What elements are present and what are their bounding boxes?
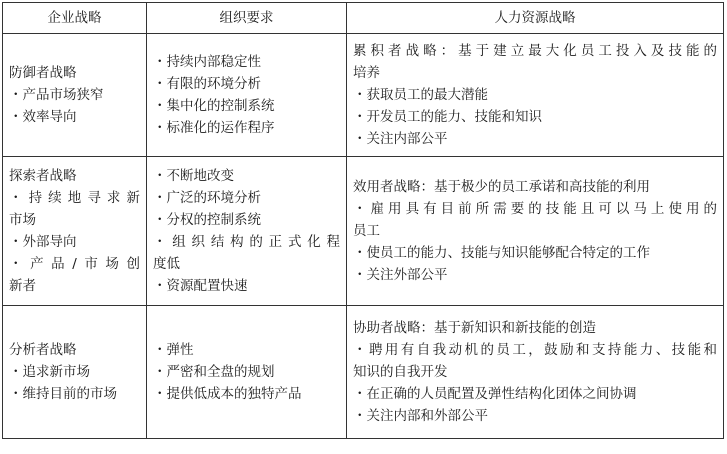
org-requirements-cell <box>147 34 347 157</box>
org-item: ・ 有限的环境分析 <box>153 73 340 95</box>
document-page <box>2 2 723 439</box>
hr-title: 协助者战略：基于新知识和新技能的创造 <box>353 320 596 336</box>
hr-item: ・ 关注外部公平 <box>353 264 717 286</box>
hr-title: 累积者战略：基于建立最大化员工投入及技能的 <box>353 43 717 59</box>
hr-strategy-cell <box>347 157 724 306</box>
table-row <box>3 306 724 439</box>
org-item: ・ 持续内部稳定性 <box>153 51 340 73</box>
strategy-cell <box>3 306 147 439</box>
hr-item: ・ 开发员工的能力、技能和知识 <box>353 106 717 128</box>
table-header-row <box>3 3 724 34</box>
header-hr-strategy: 人力资源战略 <box>347 3 724 34</box>
hr-item: ・ 关注内部公平 <box>353 128 717 150</box>
org-item: ・ 广泛的环境分析 <box>153 187 340 209</box>
strategy-title: 探索者战略 <box>9 168 77 184</box>
hr-item: ・ 聘用有自我动机的员工，鼓励和支持能力、技能和 <box>353 339 717 361</box>
org-item: ・ 组织结构的正式化程 <box>153 231 340 253</box>
hr-item: ・ 使员工的能力、技能与知识能够配合特定的工作 <box>353 242 717 264</box>
hr-item: ・ 雇用具有目前所需要的技能且可以马上使用的 <box>353 198 717 220</box>
strategy-table <box>2 2 724 439</box>
org-item: ・ 弹性 <box>153 339 340 361</box>
org-requirements-cell <box>147 306 347 439</box>
org-item: ・ 资源配置快速 <box>153 275 340 297</box>
strategy-item: ・ 维持目前的市场 <box>9 383 140 405</box>
strategy-title: 分析者战略 <box>9 342 77 358</box>
strategy-title: 防御者战略 <box>9 65 77 81</box>
strategy-cell <box>3 34 147 157</box>
hr-item: ・ 关注内部和外部公平 <box>353 405 717 427</box>
org-item: ・ 分权的控制系统 <box>153 209 340 231</box>
strategy-item-cont: 新者 <box>9 278 36 294</box>
strategy-item: ・ 产品市场狭窄 <box>9 84 140 106</box>
org-item: ・ 标准化的运作程序 <box>153 117 340 139</box>
strategy-item: ・ 效率导向 <box>9 106 140 128</box>
strategy-item-cont: 市场 <box>9 212 36 228</box>
table-row <box>3 157 724 306</box>
org-item: ・ 严密和全盘的规划 <box>153 361 340 383</box>
org-item: ・ 集中化的控制系统 <box>153 95 340 117</box>
hr-item-cont: 知识的自我开发 <box>353 364 448 380</box>
org-item-cont: 度低 <box>153 256 180 272</box>
header-enterprise-strategy: 企业战略 <box>3 3 147 34</box>
hr-title: 效用者战略：基于极少的员工承诺和高技能的利用 <box>353 179 650 195</box>
hr-item: ・ 在正确的人员配置及弹性结构化团体之间协调 <box>353 383 717 405</box>
hr-strategy-cell <box>347 34 724 157</box>
org-item: ・ 不断地改变 <box>153 165 340 187</box>
strategy-item: ・ 外部导向 <box>9 231 140 253</box>
header-organization-requirements: 组织要求 <box>147 3 347 34</box>
strategy-cell <box>3 157 147 306</box>
org-item: ・ 提供低成本的独特产品 <box>153 383 340 405</box>
strategy-item: ・ 追求新市场 <box>9 361 140 383</box>
hr-title-cont: 培养 <box>353 65 380 81</box>
table-row <box>3 34 724 157</box>
hr-item-cont: 员工 <box>353 223 380 239</box>
hr-strategy-cell <box>347 306 724 439</box>
hr-item: ・ 获取员工的最大潜能 <box>353 84 717 106</box>
org-requirements-cell <box>147 157 347 306</box>
strategy-item: ・ 持续地寻求新 <box>9 187 140 209</box>
strategy-item: ・ 产品/市场创 <box>9 253 140 275</box>
